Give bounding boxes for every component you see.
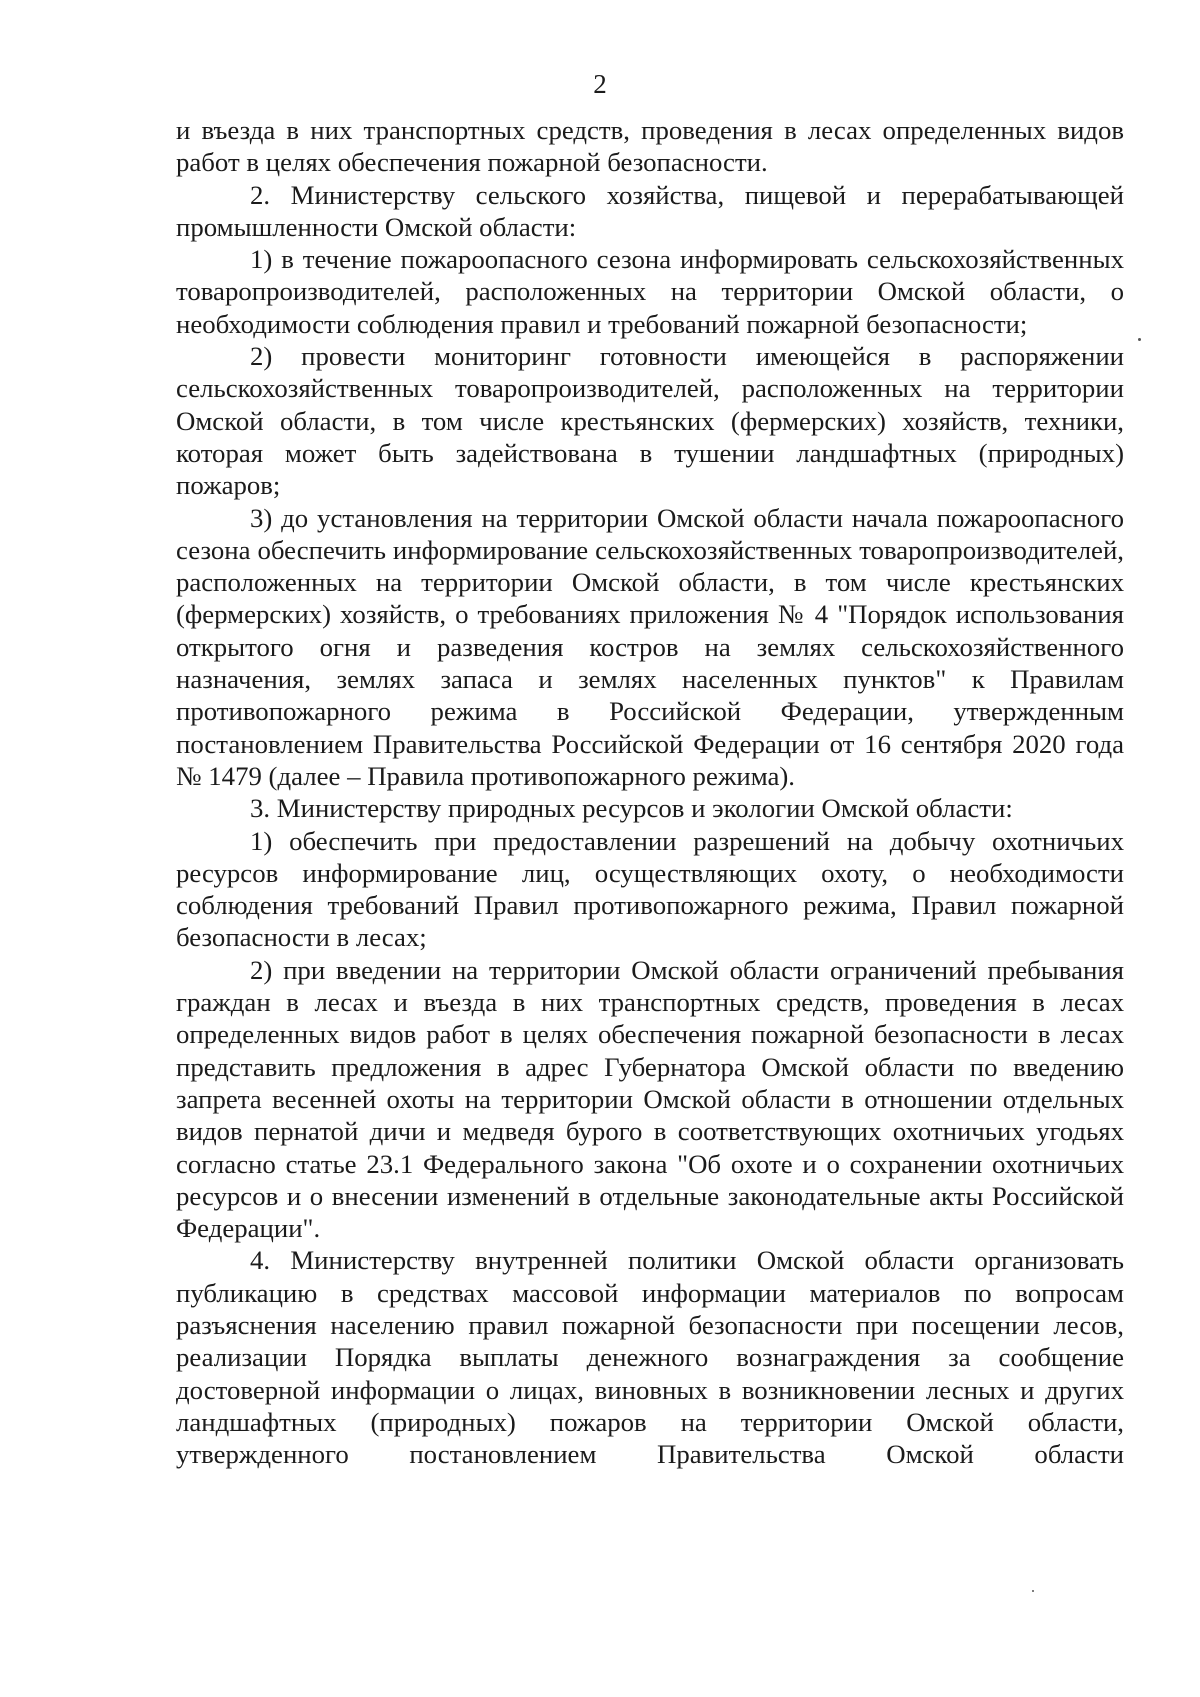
document-body (176, 114, 1124, 1470)
paragraph-item-3-1: 1) обеспечить при предоставлении разрешений на добычу охотничьих ресурсов информирование лиц, осуществляющих охоту, о необходимости соблюдения требований Правил противопожарного режима, Правил пожарной безопасности в лесах; (176, 825, 1124, 953)
scan-speck (1138, 338, 1141, 341)
paragraph-item-2-1: 1) в течение пожароопасного сезона информировать сельскохозяйственных товаропроизводителей, расположенных на территории Омской области, о необходимости соблюдения правил и требований пожарной безопасности; (176, 244, 1124, 339)
paragraph-item-2-3: 3) до установления на территории Омской области начала пожароопасного сезона обеспечить информирование сельскохозяйственных товаропроизводителей, расположенных на территории Омской области, в том числе крестьянских (фермерских) хозяйств, о требованиях приложения № 4 "Порядок использования открытого огня и разведения костров на землях сельскохозяйственного назначения, землях запаса и землях населенных пунктов" к Правилам противопожарного режима в Российской Федерации, утвержденным постановлением Правительства Российской Федерации от 16 сентября 2020 года № 1479 (далее – Правила противопожарного режима). (176, 502, 1124, 791)
paragraph-continuation: и въезда в них транспортных средств, проведения в лесах определенных видов работ в целях обеспечения пожарной безопасности. (176, 115, 1124, 178)
scan-speck (1032, 1590, 1034, 1592)
paragraph-item-3-2: 2) при введении на территории Омской области ограничений пребывания граждан в лесах и въезда в них транспортных средств, проведения в лесах определенных видов работ в целях обеспечения пожарной безопасности в лесах представить предложения в адрес Губернатора Омской области по введению запрета весенней охоты на территории Омской области в отношении отдельных видов пернатой дичи и медведя бурого в соответствующих охотничьих угодьях согласно статье 23.1 Федерального закона "Об охоте и о сохранении охотничьих ресурсов и о внесении изменений в отдельные законодательные акты Российской Федерации". (176, 954, 1124, 1244)
paragraph-item-2-2: 2) провести мониторинг готовности имеющейся в распоряжении сельскохозяйственных товаропроизводителей, расположенных на территории Омской области, в том числе крестьянских (фермерских) хозяйств, техники, которая может быть задействована в тушении ландшафтных (природных) пожаров; (176, 341, 1124, 501)
paragraph-item-4: 4. Министерству внутренней политики Омской области организовать публикацию в средствах массовой информации материалов по вопросам разъяснения населению правил пожарной безопасности при посещении лесов, реализации Порядка выплаты денежного вознаграждения за сообщение достоверной информации о лицах, виновных в возникновении лесных и других ландшафтных (природных) пожаров на территории Омской области, утвержденного постановлением Правительства Омской области (176, 1245, 1124, 1470)
paragraph-item-3: 3. Министерству природных ресурсов и экологии Омской области: (250, 793, 1013, 824)
page-number: 2 (593, 69, 607, 99)
paragraph-item-2: 2. Министерству сельского хозяйства, пищевой и перерабатывающей промышленности Омской области: (176, 179, 1124, 242)
